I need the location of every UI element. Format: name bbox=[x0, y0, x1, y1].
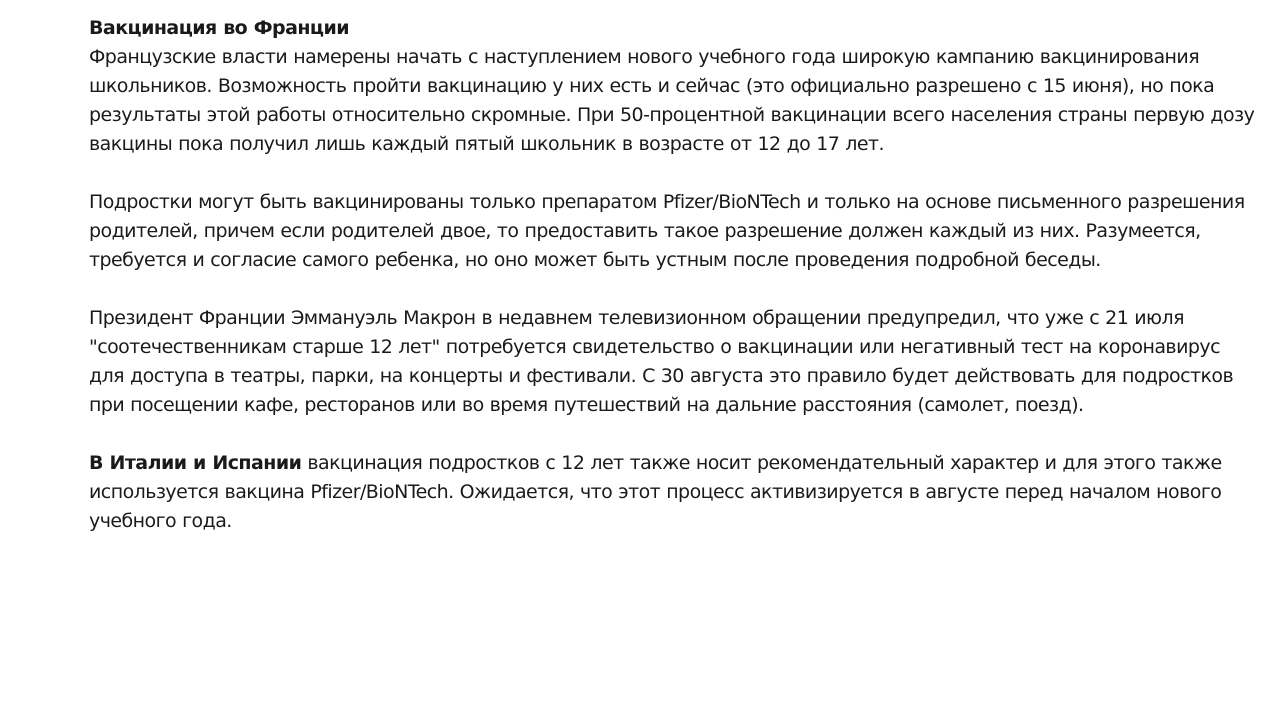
france-paragraph-2: Подростки могут быть вакцинированы только препаратом Pfizer/BioNTech и только на основе письменного разрешения родителей, причем если родителей двое, то предоставить такое разрешение должен каждый из них. Разумеется, требуется и согласие самого ребенка, но оно может быть устным после проведения подробной беседы. bbox=[89, 191, 1245, 271]
france-section bbox=[89, 14, 1259, 159]
france-paragraph-1: Французские власти намерены начать с наступлением нового учебного года широкую кампанию вакцинирования школьников. Возможность пройти вакцинацию у них есть и сейчас (это официально разрешено с 15 июня), но пока результаты этой работы относительно скромные. При 50-процентной вакцинации всего населения страны первую дозу вакцины пока получил лишь каждый пятый школьник в возрасте от 12 до 17 лет. bbox=[89, 46, 1255, 155]
france-heading: Вакцинация во Франции bbox=[89, 17, 349, 39]
slide-text-body bbox=[89, 14, 1259, 565]
italy-spain-lead: В Италии и Испании bbox=[89, 452, 302, 474]
italy-spain-text: вакцинация подростков с 12 лет также носит рекомендательный характер и для этого также используется вакцина Pfizer/BioNTech. Ожидается, что этот процесс активизируется в августе перед началом нового учебного года. bbox=[89, 452, 1222, 532]
france-paragraph-3: Президент Франции Эммануэль Макрон в недавнем телевизионном обращении предупредил, что уже с 21 июля "соотечественникам старше 12 лет" потребуется свидетельство о вакцинации или негативный тест на коронавирус для доступа в театры, парки, на концерты и фестивали. С 30 августа это правило будет действовать для подростков при посещении кафе, ресторанов или во время путешествий на дальние расстояния (самолет, поезд). bbox=[89, 307, 1234, 416]
italy-spain-paragraph bbox=[89, 449, 1259, 536]
